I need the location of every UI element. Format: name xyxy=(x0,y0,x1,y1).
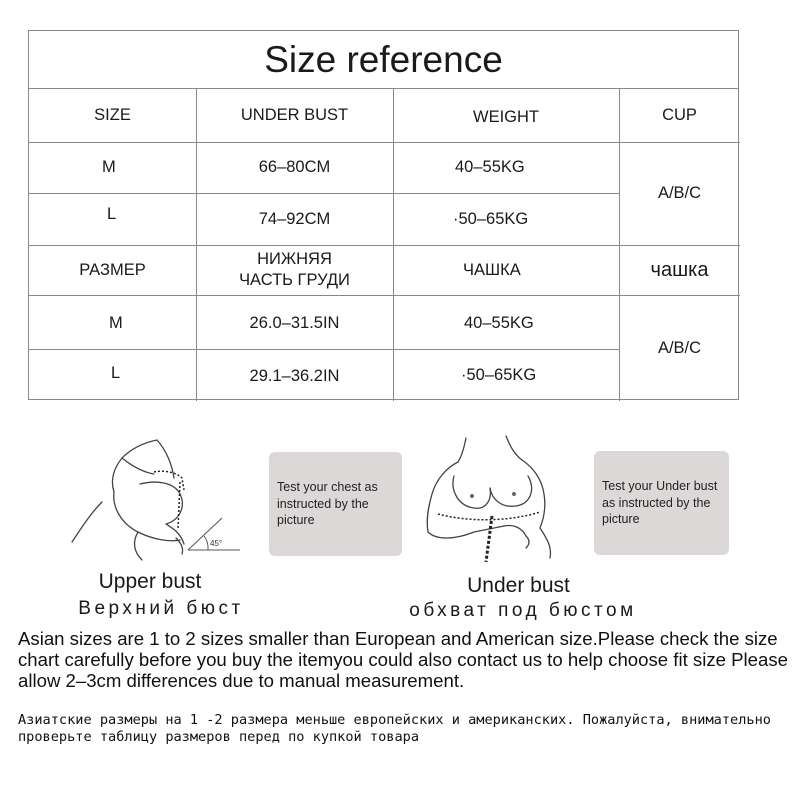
header-cup: CUP xyxy=(662,106,697,125)
under-bust-illustration xyxy=(418,432,578,564)
cup-cm: A/B/C xyxy=(657,184,702,203)
header-weight: WEIGHT xyxy=(473,108,539,127)
row-in-m-size: M xyxy=(109,313,123,332)
row-l-under-bust: 74–92CM xyxy=(258,209,331,228)
header-ru-size: РАЗМЕР xyxy=(79,260,146,279)
header-size: SIZE xyxy=(94,106,131,125)
row-l-size: L xyxy=(107,205,117,224)
header-under-bust: UNDER BUST xyxy=(240,106,349,125)
header-ru-under-bust-line1: НИЖНЯЯ xyxy=(257,250,332,269)
header-ru-weight: ЧАШКА xyxy=(463,260,521,279)
under-bust-caption: Under bust xyxy=(467,574,570,597)
header-ru-cup: чашка xyxy=(650,258,709,281)
row-in-m-weight: 40–55KG xyxy=(464,313,534,332)
row-in-m-under-bust: 26.0–31.5IN xyxy=(249,313,340,332)
under-bust-tip: Test your Under bust as instructed by the picture xyxy=(594,451,729,555)
angle-label: 45° xyxy=(210,539,223,548)
row-m-weight: 40–55KG xyxy=(455,158,525,177)
row-in-l-under-bust: 29.1–36.2IN xyxy=(249,366,340,385)
row-in-l-size: L xyxy=(111,363,121,382)
row-m-under-bust: 66–80CM xyxy=(258,158,331,177)
upper-bust-caption: Upper bust xyxy=(98,570,202,593)
header-ru-under-bust xyxy=(196,245,393,295)
header-ru-under-bust-line2: ЧАСТЬ ГРУДИ xyxy=(239,271,350,289)
upper-bust-illustration xyxy=(62,432,242,564)
upper-bust-caption-ru: Верхний бюст xyxy=(78,598,244,619)
row-l-weight: ·50–65KG xyxy=(453,209,529,228)
upper-bust-tip: Test your chest as instructed by the picture xyxy=(269,452,402,556)
table-title: Size reference xyxy=(29,31,738,89)
cup-in: A/B/C xyxy=(657,338,702,357)
under-bust-caption-ru: обхват под бюстом xyxy=(409,600,637,621)
row-in-l-weight: ·50–65KG xyxy=(461,365,537,384)
size-table xyxy=(28,30,739,400)
size-note-ru: Азиатские размеры на 1 -2 размера меньше европейских и американских. Пожалуйста, внимательно проверьте таблицу размеров перед по купкой товара xyxy=(18,712,771,745)
size-note-en: Asian sizes are 1 to 2 sizes smaller than European and American size.Please check the size chart carefully before you buy the itemyou could also contact us to help choose fit size Please allow 2–3cm differences due to manual measurement. xyxy=(18,628,789,691)
row-m-size: M xyxy=(102,158,116,177)
